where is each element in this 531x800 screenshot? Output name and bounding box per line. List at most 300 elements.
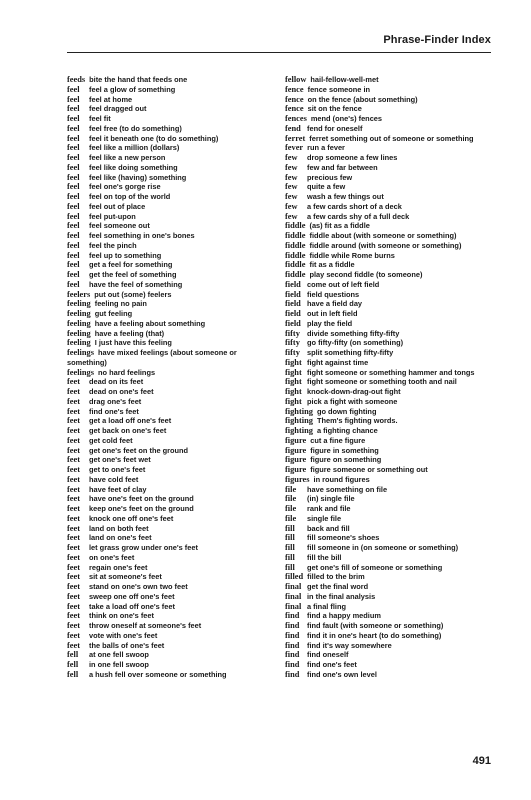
index-phrase: feel like a million (dollars)	[89, 143, 180, 153]
index-entry	[67, 221, 277, 231]
index-phrase: field questions	[307, 289, 360, 299]
index-entry	[285, 329, 500, 339]
index-headword: find	[285, 630, 300, 640]
index-phrase: play second fiddle (to someone)	[309, 270, 423, 279]
index-phrase: feel something in one's bones	[89, 231, 195, 240]
index-phrase: (in) single file	[307, 494, 355, 504]
index-phrase: fight against time	[307, 357, 369, 367]
index-headword: file	[285, 513, 297, 523]
index-entry	[67, 397, 277, 407]
index-headword: feet	[67, 484, 81, 494]
index-entry	[67, 377, 277, 387]
index-headword: fifty	[285, 348, 300, 357]
index-phrase: feel out of place	[89, 201, 146, 211]
index-headword: fight	[285, 357, 302, 367]
index-headword: file	[285, 484, 297, 494]
index-headword: feet	[67, 601, 81, 611]
index-headword: feet	[67, 543, 81, 552]
index-entry	[67, 202, 277, 212]
index-phrase: knock one off one's feet	[89, 513, 174, 523]
index-headword: fell	[67, 650, 79, 660]
index-entry	[67, 143, 277, 153]
index-entry	[67, 75, 277, 85]
running-header: Phrase-Finder Index	[383, 34, 491, 46]
index-headword: fell	[67, 660, 79, 669]
index-headword: fill	[285, 552, 295, 562]
index-entry	[67, 114, 277, 124]
index-entry	[285, 124, 500, 134]
index-headword: feeling	[67, 299, 91, 309]
index-phrase: get one's feet wet	[89, 455, 151, 465]
index-headword: fellow	[285, 75, 307, 84]
index-entry	[67, 426, 277, 436]
index-entry	[67, 563, 277, 573]
index-headword: ferret	[285, 133, 306, 143]
index-headword: find	[285, 640, 300, 650]
index-headword: fifty	[285, 328, 300, 338]
index-phrase: feel on top of the world	[89, 192, 171, 201]
index-headword: feet	[67, 426, 81, 435]
index-phrase: have feet of clay	[89, 484, 147, 494]
index-headword: fighting	[285, 426, 313, 435]
index-entry	[285, 611, 500, 621]
index-headword: feet	[67, 562, 81, 572]
index-headword: feel	[67, 114, 80, 123]
index-phrase: fill the bill	[307, 552, 342, 562]
index-entry	[285, 221, 500, 231]
index-entry	[67, 280, 277, 290]
index-headword: feet	[67, 621, 81, 630]
index-column-right	[285, 75, 500, 680]
index-phrase: have a feeling about something	[94, 318, 206, 328]
index-phrase: fill someone's shoes	[307, 533, 380, 543]
index-headword: few	[285, 211, 298, 221]
index-phrase: sweep one off one's feet	[89, 591, 175, 601]
index-headword: feeling	[67, 328, 91, 338]
index-headword: feet	[67, 387, 81, 396]
index-entry	[285, 455, 500, 465]
index-phrase: the balls of one's feet	[89, 640, 165, 650]
index-entry	[285, 153, 500, 163]
index-entry	[67, 543, 277, 553]
index-phrase: drag one's feet	[89, 396, 142, 406]
index-headword: feel	[67, 201, 80, 211]
index-headword: feel	[67, 270, 80, 279]
index-phrase: feel a glow of something	[89, 84, 176, 94]
index-phrase: fill someone in (on someone or something)	[307, 543, 459, 552]
index-phrase: filled to the brim	[307, 572, 365, 582]
index-entry	[67, 104, 277, 114]
index-phrase: get one's fill of someone or something	[307, 562, 443, 572]
index-entry	[285, 407, 500, 417]
index-phrase: play the field	[307, 318, 353, 328]
index-phrase: at one fell swoop	[89, 650, 149, 660]
index-phrase: Them's fighting words.	[316, 416, 398, 426]
index-entry	[67, 329, 277, 339]
index-entry	[285, 377, 500, 387]
page-number: 491	[472, 755, 491, 767]
index-entry	[67, 231, 277, 241]
index-headword: file	[285, 494, 297, 504]
index-headword: feet	[67, 552, 81, 562]
index-entry	[67, 182, 277, 192]
index-phrase: have mixed feelings (about someone or something)	[67, 348, 237, 367]
index-headword: figure	[285, 435, 307, 445]
index-entry	[67, 124, 277, 134]
index-phrase: vote with one's feet	[89, 630, 158, 640]
index-headword: feelers	[67, 289, 91, 299]
index-phrase: have cold feet	[89, 474, 139, 484]
index-phrase: get to one's feet	[89, 465, 146, 474]
index-entry	[67, 290, 277, 300]
index-entry	[285, 192, 500, 202]
index-headword: feet	[67, 445, 81, 455]
index-entry	[285, 368, 500, 378]
index-entry	[285, 358, 500, 368]
index-phrase: rank and file	[307, 504, 351, 513]
index-headword: fence	[285, 84, 304, 94]
index-entry	[285, 553, 500, 563]
index-headword: few	[285, 192, 298, 201]
index-entry	[285, 563, 500, 573]
index-entry	[285, 319, 500, 329]
index-entry	[67, 163, 277, 173]
index-entry	[285, 660, 500, 670]
index-headword: feet	[67, 474, 81, 484]
index-entry	[285, 465, 500, 475]
index-entry	[285, 251, 500, 261]
index-entry	[67, 95, 277, 105]
index-headword: feeling	[67, 318, 91, 328]
index-headword: feet	[67, 377, 81, 387]
index-entry	[67, 338, 277, 348]
index-headword: find	[285, 611, 300, 621]
index-phrase: feel up to something	[89, 250, 162, 260]
index-headword: fill	[285, 562, 295, 572]
index-entry	[285, 114, 500, 124]
index-headword: feel	[67, 104, 80, 114]
index-headword: feet	[67, 406, 81, 416]
index-phrase: figure someone or something out	[310, 465, 428, 474]
index-entry	[67, 572, 277, 582]
index-headword: feet	[67, 396, 81, 406]
index-entry	[67, 387, 277, 397]
index-entry	[67, 260, 277, 270]
index-entry	[67, 241, 277, 251]
index-phrase: bite the hand that feeds one	[89, 75, 188, 84]
index-headword: find	[285, 650, 300, 660]
index-phrase: divide something fifty-fifty	[307, 328, 400, 338]
index-phrase: feel like (having) something	[89, 172, 187, 182]
index-headword: field	[285, 309, 301, 318]
index-entry	[285, 182, 500, 192]
index-headword: few	[285, 153, 298, 162]
index-headword: feeds	[67, 75, 86, 84]
index-phrase: figure on something	[310, 455, 382, 465]
index-phrase: find it in one's heart (to do something)	[307, 630, 442, 640]
index-entry	[285, 270, 500, 280]
index-entry	[285, 641, 500, 651]
index-headword: fighting	[285, 406, 313, 416]
index-headword: fiddle	[285, 231, 306, 240]
index-phrase: knock-down-drag-out fight	[307, 387, 401, 396]
index-phrase: find one's feet	[307, 660, 357, 669]
index-phrase: dead on its feet	[89, 377, 144, 387]
index-entry	[67, 299, 277, 309]
index-entry	[67, 134, 277, 144]
index-entry	[67, 641, 277, 651]
index-entry	[285, 387, 500, 397]
index-entry	[67, 514, 277, 524]
index-headword: fence	[285, 94, 304, 104]
index-phrase: in one fell swoop	[89, 660, 149, 669]
index-entry	[285, 426, 500, 436]
index-headword: feet	[67, 611, 81, 621]
index-phrase: quite a few	[307, 182, 346, 192]
index-column-left	[67, 75, 277, 680]
index-headword: fill	[285, 533, 295, 543]
index-headword: feet	[67, 640, 81, 650]
index-headword: fiddle	[285, 240, 306, 250]
index-phrase: find it's way somewhere	[307, 640, 392, 650]
index-phrase: fiddle while Rome burns	[309, 250, 395, 260]
index-headword: few	[285, 172, 298, 182]
index-entry	[67, 309, 277, 319]
index-phrase: (as) fit as a fiddle	[309, 221, 370, 231]
index-headword: fend	[285, 123, 301, 133]
index-headword: fight	[285, 387, 302, 396]
index-entry	[67, 85, 277, 95]
index-phrase: find fault (with someone or something)	[307, 621, 444, 630]
index-headword: feelings	[67, 367, 94, 377]
index-phrase: fence someone in	[307, 84, 371, 94]
index-headword: fill	[285, 543, 295, 552]
index-headword: feel	[67, 143, 80, 153]
index-headword: feel	[67, 221, 80, 231]
index-phrase: feel free (to do something)	[89, 123, 182, 133]
index-entry	[285, 290, 500, 300]
index-entry	[67, 212, 277, 222]
index-phrase: get one's feet on the ground	[89, 445, 189, 455]
index-phrase: feel dragged out	[89, 104, 147, 114]
index-entry	[67, 631, 277, 641]
index-entry	[285, 446, 500, 456]
index-entry	[285, 280, 500, 290]
index-phrase: no hard feelings	[97, 367, 156, 377]
index-phrase: out in left field	[307, 309, 358, 318]
index-phrase: keep one's feet on the ground	[89, 504, 194, 513]
index-phrase: throw oneself at someone's feet	[89, 621, 202, 630]
index-headword: fighting	[285, 416, 313, 426]
index-entry	[67, 494, 277, 504]
index-entry	[67, 602, 277, 612]
index-phrase: a fighting chance	[316, 426, 378, 435]
index-entry	[67, 524, 277, 534]
index-phrase: have the feel of something	[89, 279, 183, 289]
index-phrase: have one's feet on the ground	[89, 494, 194, 504]
index-phrase: figure in something	[310, 445, 379, 455]
index-entry	[285, 621, 500, 631]
index-headword: feet	[67, 630, 81, 640]
index-phrase: a few cards short of a deck	[307, 201, 402, 211]
index-headword: feet	[67, 533, 81, 543]
index-headword: field	[285, 279, 301, 289]
index-entry	[67, 650, 277, 660]
index-headword: feet	[67, 582, 81, 591]
index-phrase: get cold feet	[89, 435, 133, 445]
index-entry	[67, 582, 277, 592]
index-phrase: ferret something out of someone or something	[309, 133, 474, 143]
index-entry	[285, 514, 500, 524]
index-phrase: I just have this feeling	[94, 338, 172, 348]
index-phrase: have a field day	[307, 299, 363, 309]
index-phrase: land on both feet	[89, 523, 149, 533]
index-phrase: come out of left field	[307, 279, 380, 289]
index-entry	[285, 397, 500, 407]
index-entry	[285, 309, 500, 319]
index-entry	[285, 494, 500, 504]
index-phrase: feel one's gorge rise	[89, 182, 161, 192]
index-headword: figure	[285, 445, 307, 455]
index-headword: fight	[285, 396, 302, 406]
index-headword: feel	[67, 94, 80, 104]
index-entry	[67, 251, 277, 261]
index-entry	[285, 582, 500, 592]
index-entry	[285, 436, 500, 446]
index-headword: figure	[285, 455, 307, 465]
index-entry	[67, 436, 277, 446]
index-headword: feet	[67, 513, 81, 523]
index-entry	[67, 153, 277, 163]
index-entry	[285, 504, 500, 514]
index-entry	[67, 455, 277, 465]
index-phrase: back and fill	[307, 523, 350, 533]
index-phrase: wash a few things out	[307, 192, 384, 201]
index-entry	[285, 173, 500, 183]
index-entry	[285, 416, 500, 426]
index-headword: feel	[67, 182, 80, 192]
index-entry	[285, 485, 500, 495]
index-phrase: get the final word	[307, 582, 369, 591]
index-phrase: sit on the fence	[307, 104, 362, 114]
index-entry	[285, 572, 500, 582]
index-entry	[285, 163, 500, 173]
index-phrase: get the feel of something	[89, 270, 177, 279]
index-entry	[67, 348, 277, 368]
index-phrase: feel it beneath one (to do something)	[89, 133, 219, 143]
index-headword: feet	[67, 465, 81, 474]
index-headword: feet	[67, 494, 81, 504]
index-headword: fiddle	[285, 270, 306, 279]
index-headword: fiddle	[285, 250, 306, 260]
index-phrase: a final fling	[307, 601, 347, 611]
index-entry	[285, 524, 500, 534]
index-headword: fences	[285, 114, 307, 123]
index-phrase: feel the pinch	[89, 240, 137, 250]
index-headword: find	[285, 621, 300, 630]
index-headword: feet	[67, 572, 81, 582]
index-headword: feel	[67, 250, 80, 260]
index-phrase: get a load off one's feet	[89, 416, 172, 426]
index-phrase: go down fighting	[316, 406, 377, 416]
index-entry	[285, 241, 500, 251]
index-headword: figures	[285, 474, 310, 484]
index-phrase: feeling no pain	[94, 299, 147, 309]
index-phrase: fend for oneself	[307, 123, 363, 133]
index-headword: feel	[67, 133, 80, 143]
index-entry	[67, 621, 277, 631]
index-entry	[67, 368, 277, 378]
index-phrase: few and far between	[307, 162, 378, 172]
index-headword: fifty	[285, 338, 300, 348]
index-entry	[67, 553, 277, 563]
index-entry	[285, 670, 500, 680]
index-headword: feel	[67, 162, 80, 172]
index-entry	[67, 660, 277, 670]
index-headword: fence	[285, 104, 304, 114]
index-headword: final	[285, 591, 302, 601]
index-phrase: feel like doing something	[89, 162, 178, 172]
index-phrase: gut feeling	[94, 309, 133, 318]
index-phrase: feel someone out	[89, 221, 150, 231]
index-phrase: dead on one's feet	[89, 387, 154, 396]
index-headword: field	[285, 318, 301, 328]
index-headword: find	[285, 669, 300, 679]
index-headword: fight	[285, 367, 302, 377]
index-headword: figure	[285, 465, 307, 474]
index-headword: filled	[285, 572, 304, 582]
index-entry	[285, 212, 500, 222]
index-entry	[285, 202, 500, 212]
index-phrase: feel put-upon	[89, 211, 136, 221]
index-entry	[285, 75, 500, 85]
index-phrase: cut a fine figure	[310, 435, 366, 445]
index-headword: feel	[67, 279, 80, 289]
index-phrase: precious few	[307, 172, 353, 182]
index-phrase: stand on one's own two feet	[89, 582, 188, 591]
index-phrase: mend (one's) fences	[310, 114, 383, 123]
index-entry	[67, 319, 277, 329]
index-phrase: let grass grow under one's feet	[89, 543, 198, 552]
index-phrase: have something on file	[307, 484, 388, 494]
index-headword: feel	[67, 260, 80, 270]
index-phrase: run a fever	[307, 143, 345, 153]
index-phrase: feel fit	[89, 114, 111, 123]
index-headword: feelings	[67, 348, 94, 357]
index-entry	[285, 134, 500, 144]
index-headword: feet	[67, 416, 81, 426]
index-entry	[285, 143, 500, 153]
index-entry	[67, 270, 277, 280]
index-headword: feel	[67, 153, 80, 162]
index-entry	[285, 231, 500, 241]
index-entry	[67, 475, 277, 485]
index-headword: fill	[285, 523, 295, 533]
index-headword: feel	[67, 240, 80, 250]
index-phrase: fight someone or something tooth and nail	[307, 377, 457, 387]
index-headword: fight	[285, 377, 302, 387]
index-phrase: drop someone a few lines	[307, 153, 398, 162]
index-entry	[67, 192, 277, 202]
index-headword: feel	[67, 231, 80, 240]
index-phrase: have a feeling (that)	[94, 328, 165, 338]
index-headword: final	[285, 601, 302, 611]
index-phrase: put out (some) feelers	[94, 289, 172, 299]
index-headword: feeling	[67, 338, 91, 348]
index-phrase: fiddle about (with someone or something)	[309, 231, 457, 240]
index-headword: feel	[67, 84, 80, 94]
index-phrase: on the fence (about something)	[307, 94, 418, 104]
